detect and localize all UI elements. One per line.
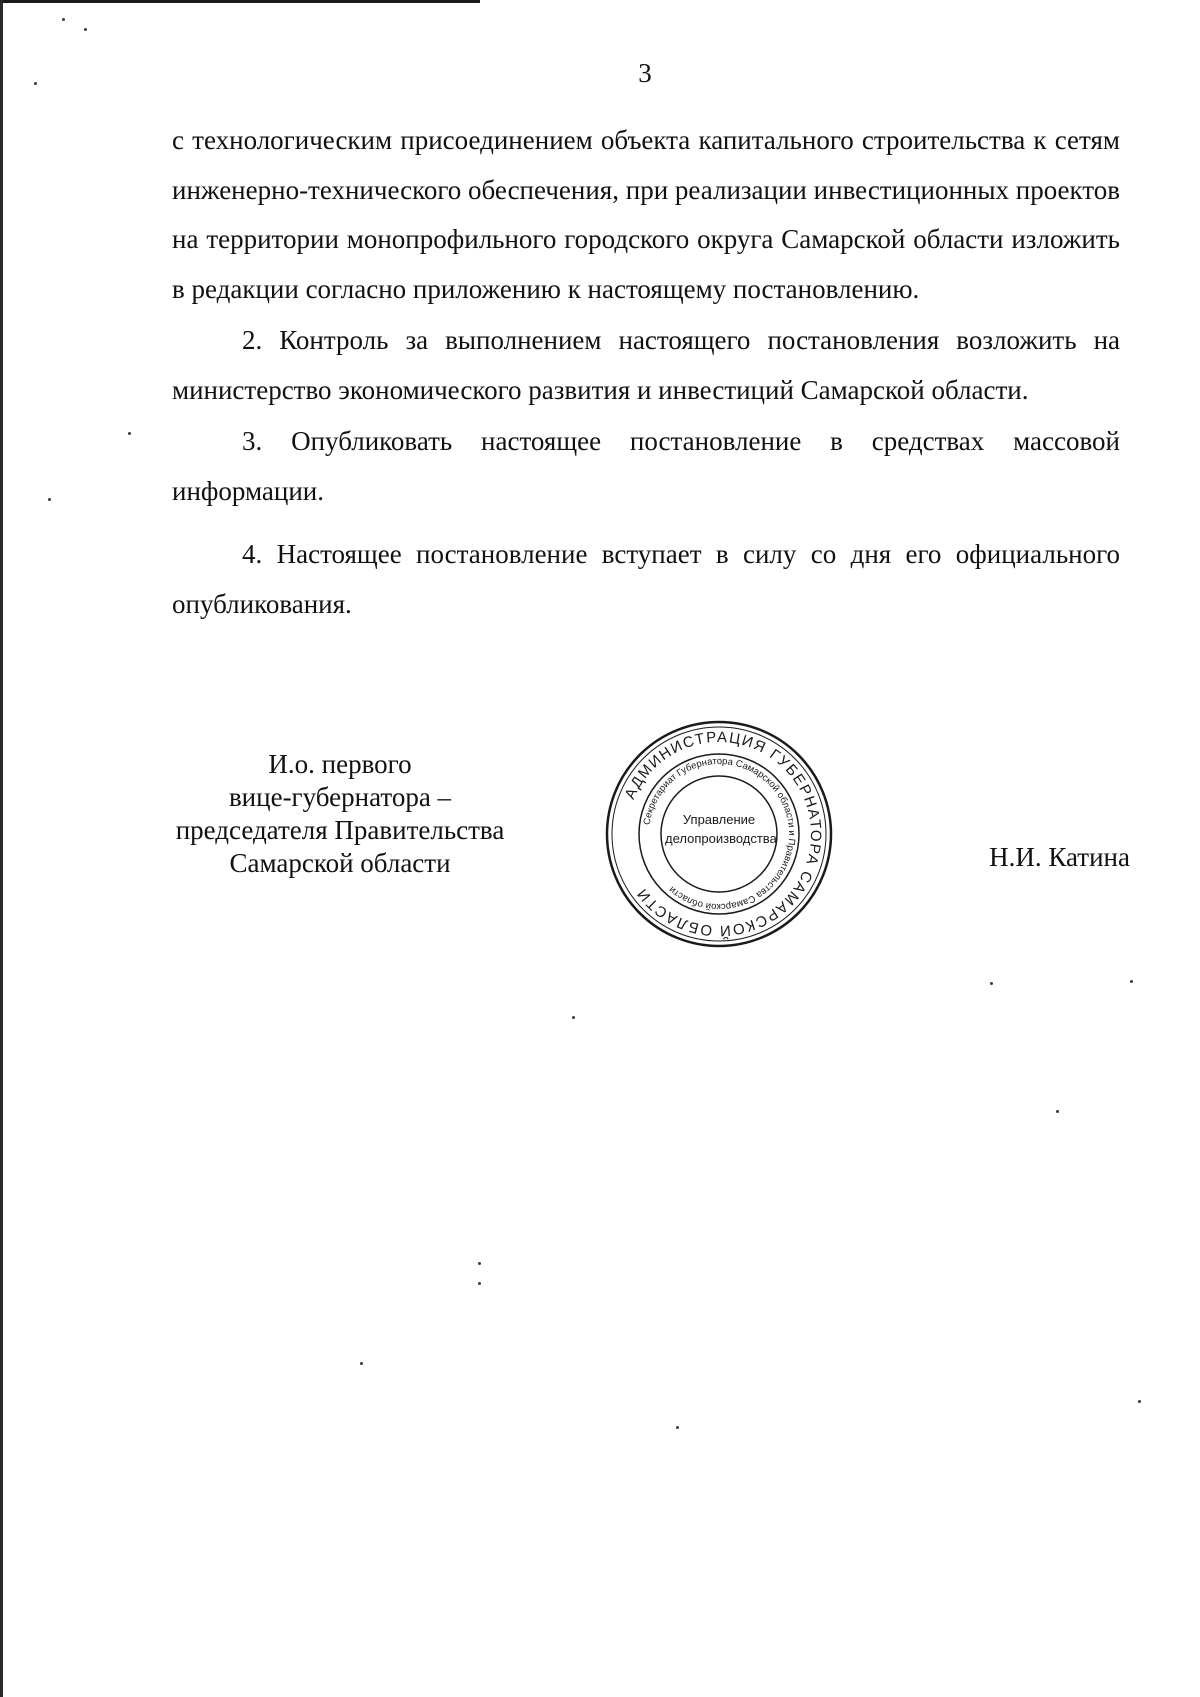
paragraph-item-2: 2. Контроль за выполнением настоящего постановления возложить на министерство экономического развития и инвестиций Самарской области. bbox=[172, 325, 1120, 405]
scan-speck bbox=[48, 498, 51, 501]
signatory-title-line: вице-губернатора – bbox=[228, 782, 452, 812]
paragraph-item-3: 3. Опубликовать настоящее постановление в средствах массовой информации. bbox=[172, 426, 1120, 506]
signatory-name: Н.И. Катина bbox=[989, 842, 1130, 872]
signatory-title-line: Самарской области bbox=[229, 848, 451, 878]
paragraph-item-4: 4. Настоящее постановление вступает в силу со дня его официального опубликования. bbox=[172, 539, 1120, 619]
scan-speck bbox=[62, 18, 65, 21]
scan-speck bbox=[360, 1362, 363, 1365]
scan-speck bbox=[1138, 1400, 1141, 1403]
scan-speck bbox=[84, 28, 87, 31]
scan-speck bbox=[1056, 1110, 1059, 1113]
signatory-title-line: И.о. первого bbox=[268, 749, 412, 779]
signatory-title bbox=[140, 748, 540, 880]
svg-text:АДМИНИСТРАЦИЯ ГУБЕРНАТОРА САМА: АДМИНИСТРАЦИЯ ГУБЕРНАТОРА САМАРСКОЙ ОБЛАСТИ bbox=[621, 728, 825, 940]
body-text bbox=[172, 116, 1120, 631]
scan-speck bbox=[676, 1426, 679, 1429]
scan-speck bbox=[478, 1262, 481, 1265]
stamp-center-line: делопроизводства bbox=[665, 831, 777, 846]
official-stamp bbox=[603, 718, 835, 950]
top-edge-rule bbox=[0, 0, 480, 3]
scan-speck bbox=[572, 1016, 575, 1019]
stamp-center-line: Управление bbox=[682, 812, 756, 827]
stamp-center-text bbox=[665, 810, 777, 848]
scan-speck bbox=[34, 82, 37, 85]
scan-speck bbox=[128, 432, 131, 435]
page-number: 3 bbox=[638, 58, 652, 88]
scan-speck bbox=[990, 982, 993, 985]
signatory-title-line: председателя Правительства bbox=[175, 815, 505, 845]
scan-speck bbox=[478, 1282, 481, 1285]
scan-speck bbox=[1130, 980, 1133, 983]
left-edge-rule bbox=[0, 0, 3, 1697]
svg-text:Секретариат Губернатора Самарс: Секретариат Губернатора Самарской области и Правительства Самарской области bbox=[641, 755, 798, 913]
paragraph-continuation: с технологическим присоединением объекта капитального строительства к сетям инженерно-технического обеспечения, при реализации инвестиционных проектов на территории монопрофильного городского округа Самарской области изложить в редакции согласно приложению к настоящему постановлению. bbox=[172, 125, 1120, 304]
